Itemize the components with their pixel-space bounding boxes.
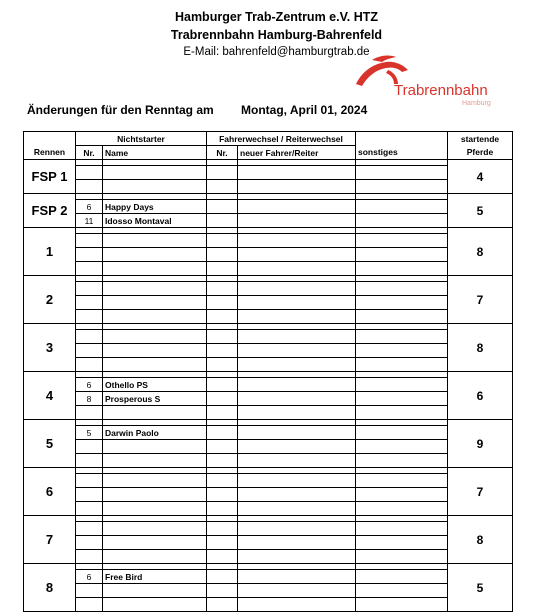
nonstarter-name xyxy=(103,502,207,516)
trabrennbahn-logo xyxy=(352,54,512,108)
nonstarter-name xyxy=(103,406,207,420)
new-driver xyxy=(238,344,356,358)
other-notes xyxy=(356,570,448,584)
new-driver xyxy=(238,282,356,296)
nonstarter-number xyxy=(76,296,103,310)
starters-count: 7 xyxy=(448,468,513,516)
nonstarter-number: 8 xyxy=(76,392,103,406)
nonstarter-name xyxy=(103,310,207,324)
table-row xyxy=(24,214,513,228)
driver-number xyxy=(207,330,238,344)
driver-number xyxy=(207,234,238,248)
nonstarter-number xyxy=(76,330,103,344)
other-notes xyxy=(356,310,448,324)
race-label: 2 xyxy=(24,276,76,324)
nonstarter-number xyxy=(76,454,103,468)
table-row xyxy=(24,584,513,598)
table-row xyxy=(24,454,513,468)
driver-number xyxy=(207,426,238,440)
race-label: 6 xyxy=(24,468,76,516)
other-notes xyxy=(356,166,448,180)
race-label: 8 xyxy=(24,564,76,612)
new-driver xyxy=(238,426,356,440)
nonstarter-number xyxy=(76,344,103,358)
starters-count: 8 xyxy=(448,324,513,372)
col-nr: Nr. xyxy=(76,146,103,160)
new-driver xyxy=(238,502,356,516)
nonstarter-name xyxy=(103,166,207,180)
col-neuer-fahrer: neuer Fahrer/Reiter xyxy=(238,146,356,160)
nonstarter-name xyxy=(103,344,207,358)
nonstarter-number xyxy=(76,282,103,296)
changes-label: Änderungen für den Renntag am xyxy=(27,103,214,117)
col-sonstiges: sonstiges xyxy=(356,146,448,160)
nonstarter-number xyxy=(76,502,103,516)
new-driver xyxy=(238,200,356,214)
driver-number xyxy=(207,296,238,310)
other-notes xyxy=(356,502,448,516)
col-nichtstarter: Nichtstarter xyxy=(76,132,207,146)
col-nr-2: Nr. xyxy=(207,146,238,160)
driver-number xyxy=(207,214,238,228)
nonstarter-number xyxy=(76,584,103,598)
nonstarter-number: 5 xyxy=(76,426,103,440)
table-row xyxy=(24,550,513,564)
driver-number xyxy=(207,488,238,502)
email-line: E-Mail: bahrenfeld@hamburgtrab.de xyxy=(183,46,370,58)
new-driver xyxy=(238,262,356,276)
driver-number xyxy=(207,248,238,262)
table-row xyxy=(24,344,513,358)
driver-number xyxy=(207,180,238,194)
nonstarter-number xyxy=(76,180,103,194)
document-header xyxy=(0,8,541,60)
nonstarter-number: 6 xyxy=(76,200,103,214)
table-row xyxy=(24,522,513,536)
other-notes xyxy=(356,330,448,344)
starters-count: 5 xyxy=(448,564,513,612)
changes-table xyxy=(23,131,513,612)
other-notes xyxy=(356,200,448,214)
table-row xyxy=(24,406,513,420)
nonstarter-number xyxy=(76,166,103,180)
table-row xyxy=(24,180,513,194)
logo-subtext: Hamburg xyxy=(462,100,491,107)
table-row xyxy=(24,598,513,612)
nonstarter-name: Happy Days xyxy=(103,200,207,214)
other-notes xyxy=(356,474,448,488)
nonstarter-number xyxy=(76,248,103,262)
venue-name: Trabrennbahn Hamburg-Bahrenfeld xyxy=(170,28,383,42)
starters-count: 9 xyxy=(448,420,513,468)
new-driver xyxy=(238,214,356,228)
driver-number xyxy=(207,358,238,372)
driver-number xyxy=(207,474,238,488)
driver-number xyxy=(207,262,238,276)
new-driver xyxy=(238,310,356,324)
driver-number xyxy=(207,344,238,358)
table-row xyxy=(24,488,513,502)
other-notes xyxy=(356,262,448,276)
table-row xyxy=(24,234,513,248)
race-date: Montag, April 01, 2024 xyxy=(241,103,368,117)
other-notes xyxy=(356,454,448,468)
nonstarter-name xyxy=(103,550,207,564)
new-driver xyxy=(238,166,356,180)
new-driver xyxy=(238,296,356,310)
nonstarter-name: Darwin Paolo xyxy=(103,426,207,440)
nonstarter-number xyxy=(76,522,103,536)
org-name: Hamburger Trab-Zentrum e.V. HTZ xyxy=(174,10,379,24)
nonstarter-number xyxy=(76,550,103,564)
col-pferde: Pferde xyxy=(448,146,513,160)
table-row xyxy=(24,378,513,392)
logo-text: Trabrennbahn xyxy=(394,82,488,99)
table-row xyxy=(24,310,513,324)
nonstarter-name xyxy=(103,536,207,550)
new-driver xyxy=(238,454,356,468)
driver-number xyxy=(207,502,238,516)
new-driver xyxy=(238,248,356,262)
new-driver xyxy=(238,570,356,584)
table-row xyxy=(24,282,513,296)
other-notes xyxy=(356,234,448,248)
new-driver xyxy=(238,234,356,248)
nonstarter-name xyxy=(103,234,207,248)
nonstarter-number: 11 xyxy=(76,214,103,228)
driver-number xyxy=(207,522,238,536)
driver-number xyxy=(207,310,238,324)
new-driver xyxy=(238,358,356,372)
starters-count: 6 xyxy=(448,372,513,420)
new-driver xyxy=(238,406,356,420)
other-notes xyxy=(356,282,448,296)
driver-number xyxy=(207,454,238,468)
nonstarter-name xyxy=(103,296,207,310)
col-rennen: Rennen xyxy=(24,146,76,160)
nonstarter-number xyxy=(76,474,103,488)
starters-count: 4 xyxy=(448,160,513,194)
nonstarter-number xyxy=(76,598,103,612)
table-row xyxy=(24,358,513,372)
driver-number xyxy=(207,200,238,214)
table-row xyxy=(24,440,513,454)
table-row xyxy=(24,474,513,488)
table-row xyxy=(24,330,513,344)
nonstarter-name: Prosperous S xyxy=(103,392,207,406)
race-label: FSP 2 xyxy=(24,194,76,228)
table-row xyxy=(24,262,513,276)
other-notes xyxy=(356,214,448,228)
nonstarter-name xyxy=(103,248,207,262)
other-notes xyxy=(356,358,448,372)
driver-number xyxy=(207,550,238,564)
nonstarter-name: Idosso Montaval xyxy=(103,214,207,228)
driver-number xyxy=(207,536,238,550)
other-notes xyxy=(356,426,448,440)
new-driver xyxy=(238,378,356,392)
table-row xyxy=(24,570,513,584)
new-driver xyxy=(238,488,356,502)
race-label: 5 xyxy=(24,420,76,468)
race-label: 7 xyxy=(24,516,76,564)
other-notes xyxy=(356,488,448,502)
other-notes xyxy=(356,406,448,420)
other-notes xyxy=(356,296,448,310)
other-notes xyxy=(356,440,448,454)
nonstarter-name xyxy=(103,488,207,502)
race-label: 4 xyxy=(24,372,76,420)
table-row xyxy=(24,200,513,214)
new-driver xyxy=(238,330,356,344)
nonstarter-name xyxy=(103,598,207,612)
race-label: 3 xyxy=(24,324,76,372)
header-row-2 xyxy=(24,146,513,160)
nonstarter-name xyxy=(103,584,207,598)
nonstarter-number xyxy=(76,440,103,454)
other-notes xyxy=(356,598,448,612)
other-notes xyxy=(356,550,448,564)
race-label: 1 xyxy=(24,228,76,276)
new-driver xyxy=(238,522,356,536)
nonstarter-name: Othello PS xyxy=(103,378,207,392)
driver-number xyxy=(207,584,238,598)
driver-number xyxy=(207,166,238,180)
table-row xyxy=(24,296,513,310)
nonstarter-number xyxy=(76,488,103,502)
driver-number xyxy=(207,392,238,406)
new-driver xyxy=(238,598,356,612)
table-row xyxy=(24,536,513,550)
new-driver xyxy=(238,474,356,488)
nonstarter-number xyxy=(76,262,103,276)
table-row xyxy=(24,426,513,440)
new-driver xyxy=(238,550,356,564)
new-driver xyxy=(238,440,356,454)
new-driver xyxy=(238,584,356,598)
nonstarter-name xyxy=(103,522,207,536)
table-row xyxy=(24,392,513,406)
table-row xyxy=(24,502,513,516)
nonstarter-name: Free Bird xyxy=(103,570,207,584)
nonstarter-number xyxy=(76,536,103,550)
col-startende: startende xyxy=(448,132,513,146)
driver-number xyxy=(207,282,238,296)
starters-count: 7 xyxy=(448,276,513,324)
nonstarter-name xyxy=(103,454,207,468)
other-notes xyxy=(356,392,448,406)
new-driver xyxy=(238,392,356,406)
nonstarter-name xyxy=(103,474,207,488)
col-fahrerwechsel: Fahrerwechsel / Reiterwechsel xyxy=(207,132,356,146)
driver-number xyxy=(207,570,238,584)
driver-number xyxy=(207,440,238,454)
race-label: FSP 1 xyxy=(24,160,76,194)
new-driver xyxy=(238,180,356,194)
nonstarter-number xyxy=(76,358,103,372)
table-row xyxy=(24,248,513,262)
new-driver xyxy=(238,536,356,550)
other-notes xyxy=(356,378,448,392)
starters-count: 5 xyxy=(448,194,513,228)
col-name: Name xyxy=(103,146,207,160)
header-row-1 xyxy=(24,132,513,146)
nonstarter-name xyxy=(103,440,207,454)
table-row xyxy=(24,166,513,180)
other-notes xyxy=(356,584,448,598)
driver-number xyxy=(207,406,238,420)
other-notes xyxy=(356,536,448,550)
other-notes xyxy=(356,522,448,536)
nonstarter-number xyxy=(76,234,103,248)
other-notes xyxy=(356,180,448,194)
starters-count: 8 xyxy=(448,516,513,564)
nonstarter-name xyxy=(103,330,207,344)
nonstarter-name xyxy=(103,282,207,296)
nonstarter-number: 6 xyxy=(76,570,103,584)
driver-number xyxy=(207,598,238,612)
other-notes xyxy=(356,344,448,358)
nonstarter-name xyxy=(103,180,207,194)
nonstarter-name xyxy=(103,358,207,372)
driver-number xyxy=(207,378,238,392)
other-notes xyxy=(356,248,448,262)
nonstarter-number xyxy=(76,310,103,324)
starters-count: 8 xyxy=(448,228,513,276)
nonstarter-number: 6 xyxy=(76,378,103,392)
nonstarter-number xyxy=(76,406,103,420)
nonstarter-name xyxy=(103,262,207,276)
